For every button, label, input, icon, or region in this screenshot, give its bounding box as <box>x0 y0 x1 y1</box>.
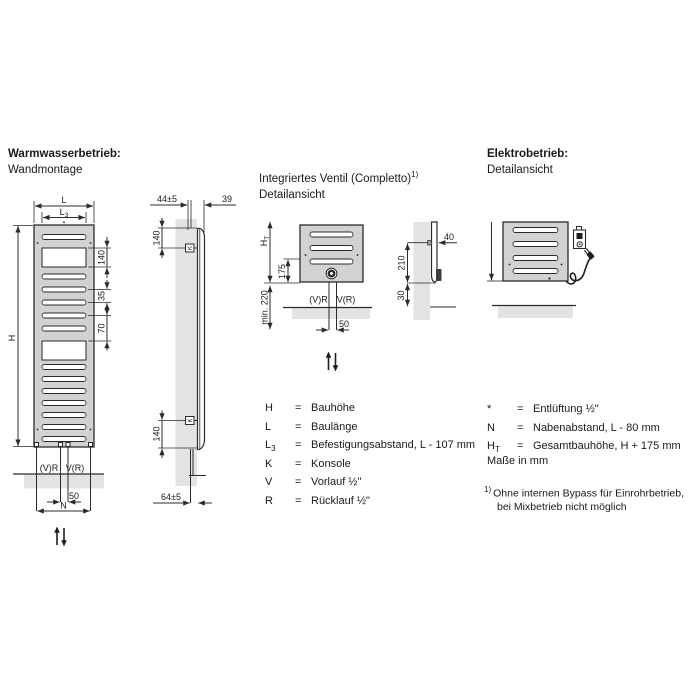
dim-label-N: N <box>60 500 67 511</box>
wall-hatch <box>176 219 198 486</box>
units-note: Maße in mm <box>487 455 549 467</box>
blank-panel-bottom <box>42 341 86 360</box>
legend-row: L = Baulänge <box>265 420 358 433</box>
radiator-profile <box>198 228 205 449</box>
valve-label-vr-right: V(R) <box>336 294 356 305</box>
dim-N <box>37 501 89 512</box>
legend-row: * = Entlüftung ½" <box>487 403 599 415</box>
dim-label-140: 140 <box>96 249 107 266</box>
dim-label-30: 30 <box>396 290 406 301</box>
valve-radiator-slats <box>310 232 353 264</box>
dim-label-140-top: 140 <box>151 230 162 246</box>
hot-water-title: Warmwasserbetrieb: <box>8 148 121 160</box>
legend-row: K = Konsole <box>265 457 351 470</box>
valve-floor-hatch <box>292 308 370 319</box>
electric-subtitle: Detailansicht <box>487 164 553 176</box>
electric-detail-drawing <box>487 222 595 318</box>
valve-side-bracket <box>428 241 432 246</box>
control-unit-display <box>577 233 583 239</box>
dim-label-39: 39 <box>221 194 233 204</box>
dim-label-210: 210 <box>396 255 407 271</box>
dim-label-min220: min. 220 <box>259 290 270 325</box>
valve-subtitle: Detailansicht <box>259 188 325 201</box>
dim-label-64: 64±5 <box>161 492 181 502</box>
dim-label-H: H <box>7 334 17 342</box>
dim-label-70: 70 <box>96 323 107 334</box>
dim-label-44: 44±5 <box>157 194 177 204</box>
electric-title: Elektrobetrieb: <box>487 148 569 160</box>
dim-label-L3: $L_3$ <box>59 207 69 219</box>
electric-height-dim <box>487 222 503 281</box>
bracket-top-k-label: K <box>188 245 194 251</box>
dim-30 <box>396 284 408 306</box>
dim-L3 <box>42 207 86 223</box>
valve-detail-side <box>396 222 457 320</box>
dim-40 <box>439 232 457 243</box>
valve-title: Integriertes Ventil (Completto)$^{1)}$ <box>259 170 419 185</box>
dim-label-L: L <box>61 195 67 205</box>
legend-electric <box>487 402 681 458</box>
legend-row: H = Bauhöhe <box>265 402 356 414</box>
hot-water-subtitle: Wandmontage <box>8 164 83 176</box>
valve-flow-direction-icon <box>326 352 339 372</box>
valve-wall-hatch <box>414 222 431 320</box>
valve-body-box <box>436 269 442 281</box>
side-view-drawing <box>150 194 236 503</box>
power-plug-icon <box>583 248 594 260</box>
dim-H <box>7 226 33 447</box>
legend-valve <box>265 401 475 513</box>
power-cord <box>566 259 590 284</box>
legend-row: $H_T$ = Gesamtbauhöhe, H + 175 mm <box>487 440 681 455</box>
legend-row: $L_3$ = Befestigungsabstand, L - 107 mm <box>265 439 476 454</box>
bracket-bottom-k-label: K <box>188 418 194 423</box>
dim-label-50-valve: 50 <box>338 319 350 329</box>
dim-50-valve <box>316 319 349 330</box>
flow-direction-icon <box>54 527 67 547</box>
dim-label-140-bottom: 140 <box>151 426 162 442</box>
dim-label-HT: $H_T$ <box>259 235 271 247</box>
dim-label-175: 175 <box>277 263 287 280</box>
valve-title-footnote-ref: 1) <box>411 170 419 179</box>
legend-row: R = Rücklauf ½" <box>265 494 370 507</box>
thermostat-valve-knob <box>326 268 337 279</box>
legend-row: V = Vorlauf ½" <box>265 476 362 489</box>
valve-detail-front <box>259 222 372 372</box>
dim-min220 <box>260 286 271 329</box>
electric-control-unit <box>574 227 586 249</box>
legend-row: N = Nabenabstand, L - 80 mm <box>487 421 660 434</box>
dim-label-50: 50 <box>68 491 80 501</box>
dim-label-40: 40 <box>443 232 455 242</box>
dim-175 <box>277 259 300 282</box>
front-view-drawing <box>7 195 111 547</box>
vent-mark <box>63 221 65 223</box>
electric-floor-hatch <box>498 306 573 318</box>
dim-label-35: 35 <box>96 290 107 302</box>
valve-label-vr-left: (V)R <box>309 294 328 305</box>
dim-64 <box>153 492 212 503</box>
blank-panel-top <box>42 248 86 267</box>
label-vr-left: (V)R <box>39 463 59 473</box>
footnote-marker: 1) <box>484 485 492 494</box>
label-vr-right: V(R) <box>65 463 85 473</box>
footnote: $^{1)}$ Ohne internen Bypass für Einrohrbetrieb, bei Mixbetrieb nicht möglich <box>484 485 684 513</box>
